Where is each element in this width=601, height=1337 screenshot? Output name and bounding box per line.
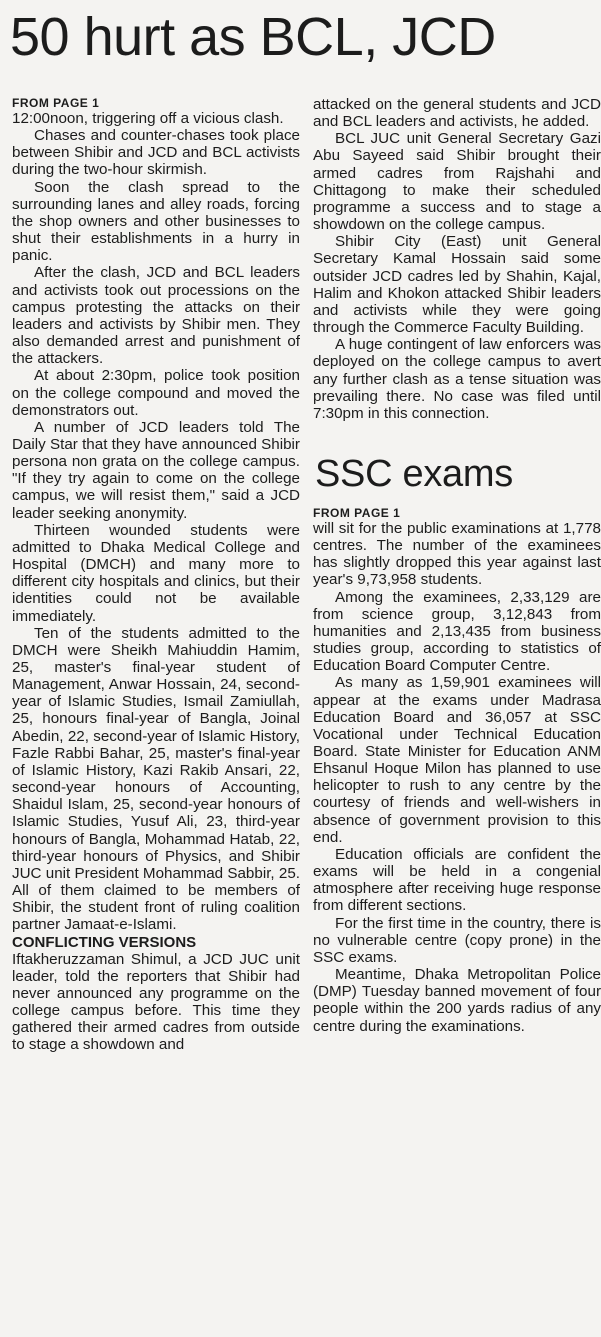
article-paragraph: For the first time in the country, there is no vulnerable centre (copy prone) in the SSC exams. [313, 914, 601, 966]
article1-headline: 50 hurt as BCL, JCD [10, 7, 496, 67]
article1-kicker: FROM PAGE 1 [12, 96, 100, 110]
article2-kicker: FROM PAGE 1 [313, 505, 401, 520]
article-paragraph: At about 2:30pm, police took position on the college compound and moved the demonstrators out. [12, 367, 300, 419]
article-paragraph: Shibir City (East) unit General Secretary Kamal Hossain said some outsider JCD cadres led by Shahin, Kajal, Halim and Khokon attacked Shibir leaders and activists while they were going through the Commerce Faculty Building. [313, 233, 601, 337]
article-paragraph: will sit for the public examinations at 1,778 centres. The number of the examinees has slightly dropped this year against last year's 9,73,958 students. [313, 519, 601, 589]
article-paragraph: Among the examinees, 2,33,129 are from science group, 3,12,843 from humanities and 2,13,435 from business studies group, according to statistics of Education Board Computer Centre. [313, 588, 601, 675]
article-paragraph: As many as 1,59,901 examinees will appear at the exams under Madrasa Education Board and 36,057 at SSC Vocational under Technical Education Board. State Minister for Education ANM Ehsanul Hoque Milon has planned to use helicopter to rush to any centre by the courtesy of friends and well-wishers in absence of government provision to this end. [313, 674, 601, 846]
article-paragraph: Ten of the students admitted to the DMCH were Sheikh Mahiuddin Hamim, 25, master's final-year student of Management, Anwar Hossain, 24, second-year of Islamic Studies, Ismail Zamiullah, 25, honours final-year of Bangla, Joinal Abedin, 22, second-year of Islamic History, Fazle Rabbi Bahar, 25, master's final-year of Islamic History, Kazi Rakib Ansari, 22, second-year honours of Accounting, Shaidul Islam, 25, second-year honours of Islamic Studies, Yusuf Ali, 23, third-year honours of Bangla, Mohammad Hatab, 22, third-year honours of Physics, and Shibir JUC unit President Mohammad Sabbir, 25. All of them claimed to be members of Shibir, the student front of ruling coalition partner Jamaat-e-Islami. [12, 624, 300, 934]
article-paragraph: Soon the clash spread to the surrounding lanes and alley roads, forcing the shop owners and other businesses to shut their establishments in a hurry in panic. [12, 178, 300, 265]
article1-left-column [12, 96, 300, 1053]
article-paragraph: Chases and counter-chases took place between Shibir and JCD and BCL activists during the two-hour skirmish. [12, 127, 300, 179]
article-paragraph: After the clash, JCD and BCL leaders and activists took out processions on the campus protesting the attacks on their leaders and activists by Shibir men. They also demanded arrest and punishment of the attackers. [12, 264, 300, 368]
article-paragraph: A number of JCD leaders told The Daily Star that they have announced Shibir persona non grata on the college campus. "If they try again to come on the college campus, we will resist them," said a JCD leader seeking anonymity. [12, 418, 300, 522]
article1-subhead: CONFLICTING VERSIONS [12, 933, 197, 951]
article-paragraph: BCL JUC unit General Secretary Gazi Abu Sayeed said Shibir brought their armed cadres from Rajshahi and Chittagong to make their scheduled programme a success and to stage a showdown on the college campus. [313, 130, 601, 234]
article-paragraph: Iftakheruzzaman Shimul, a JCD JUC unit leader, told the reporters that Shibir had never announced any programme on the college campus before. This time they gathered their armed cadres from outside to stage a showdown and [12, 950, 300, 1054]
article-paragraph: Thirteen wounded students were admitted to Dhaka Medical College and Hospital (DMCH) and many more to different city hospitals and clinics, but their identities could not be available immediately. [12, 521, 300, 625]
article-paragraph: Meantime, Dhaka Metropolitan Police (DMP) Tuesday banned movement of four people within the 200 yards radius of any centre during the examinations. [313, 966, 601, 1035]
article2-headline: SSC exams [315, 452, 513, 495]
article-paragraph: 12:00noon, triggering off a vicious clash. [12, 110, 284, 127]
right-column [313, 96, 601, 1035]
article-paragraph: attacked on the general students and JCD and BCL leaders and activists, he added. [313, 96, 601, 131]
article-paragraph: A huge contingent of law enforcers was deployed on the college campus to avert any further clash as a tense situation was prevailing there. No case was filed until 7:30pm in this connection. [313, 336, 601, 422]
article-paragraph: Education officials are confident the exams will be held in a congenial atmosphere after receiving huge response from different sections. [313, 845, 601, 915]
